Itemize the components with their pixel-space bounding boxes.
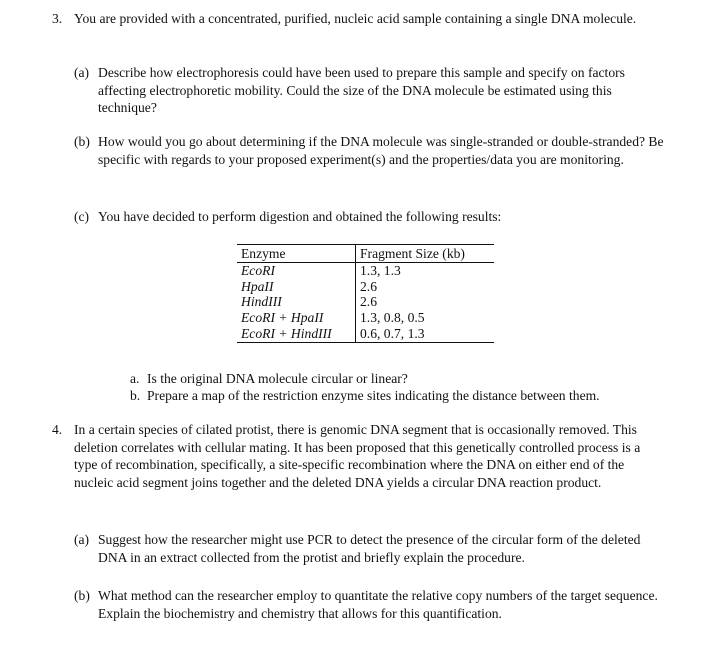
question-3c-a [130,370,670,388]
header-enzyme: Enzyme [237,245,356,263]
question-3b [74,133,674,168]
part-label: (b) [74,588,90,603]
question-text: In a certain species of cilated protist, there is genomic DNA segment that is occasionally removed. This deletion correlates with cellular mating. It has been proposed that this genetically controlled process is a type of recombination, specifically, a site-specific recombination where the DNA on either end of the nucleic acid segment joins together and the deleted DNA yields a circular DNA reaction product. [74,422,641,490]
table-row [237,262,494,278]
part-text: You have decided to perform digestion and obtained the following results: [98,209,502,224]
part-text: Describe how electrophoresis could have been used to prepare this sample and specify on factors affecting electrophoretic mobility. Could the size of the DNA molecule be estimated using this technique? [98,65,625,115]
part-label: (b) [74,134,90,149]
item-label: a. [130,371,140,386]
part-text: Suggest how the researcher might use PCR to detect the presence of the circular form of the deleted DNA in an extract collected from the protist and briefly explain the procedure. [98,532,641,565]
item-label: b. [130,388,141,403]
table-row [237,310,494,326]
question-3a [74,64,674,117]
table-row [237,326,494,342]
enzyme-cell: HindIII [237,294,356,310]
question-4a [74,531,674,566]
fragment-cell: 1.3, 1.3 [360,262,401,278]
table-header [237,245,494,263]
header-fragment-size: Fragment Size (kb) [356,245,495,263]
question-number: 3. [52,11,63,26]
fragment-cell: 2.6 [360,294,377,310]
question-3c-b [130,387,670,405]
part-label: (a) [74,532,90,547]
question-4b [74,587,674,622]
fragment-cell: 2.6 [360,278,377,294]
part-label: (a) [74,65,90,80]
enzyme-cell: EcoRI + HpaII [237,310,356,326]
fragment-cell: 0.6, 0.7, 1.3 [356,326,495,342]
enzyme-cell: EcoRI + HindIII [237,326,356,342]
question-3 [52,10,672,28]
question-3c [74,208,674,226]
table-row [237,279,494,295]
question-4 [52,421,672,491]
question-text: You are provided with a concentrated, purified, nucleic acid sample containing a single DNA molecule. [74,11,637,26]
enzyme-cell: HpaII [237,279,356,295]
item-text: Is the original DNA molecule circular or linear? [147,371,408,386]
part-text: How would you go about determining if the DNA molecule was single-stranded or double-stranded? Be specific with regards to your proposed experiment(s) and the properties/data you are monitoring. [98,134,664,167]
enzyme-cell: EcoRI [237,262,356,278]
table-row [237,294,494,310]
question-number: 4. [52,422,63,437]
part-text: What method can the researcher employ to quantitate the relative copy numbers of the target sequence. Explain the biochemistry and chemistry that allows for this quantification. [98,588,658,621]
fragment-cell: 1.3, 0.8, 0.5 [360,310,425,326]
digestion-table [237,244,494,343]
part-label: (c) [74,209,90,224]
item-text: Prepare a map of the restriction enzyme sites indicating the distance between them. [147,388,600,403]
